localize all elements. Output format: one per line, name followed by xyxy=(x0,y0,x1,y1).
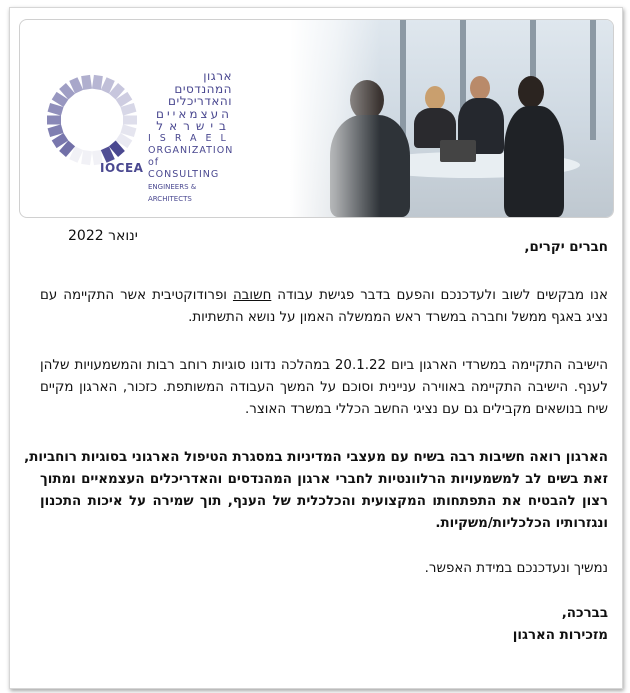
paragraph-text: נציג באגף ממשל וחברה במשרד ראש הממשלה האמון על נושא התשתיות. xyxy=(188,310,608,325)
signoff-text: בברכה, xyxy=(561,606,608,621)
logo-hebrew-line: והאדריכלים xyxy=(168,94,232,108)
signature-text: מזכירות הארגון xyxy=(512,628,608,643)
underlined-word: חשובה xyxy=(232,288,272,303)
logo-ring-icon xyxy=(42,70,142,174)
logo-english-line: ORGANIZATION xyxy=(148,144,234,156)
logo-ring-segment xyxy=(81,75,92,90)
paragraph-2 xyxy=(40,355,608,421)
logo-ring-segment xyxy=(92,75,103,90)
greeting xyxy=(40,237,608,259)
paragraph-text: לענף. הישיבה התקיימה באווירה עניינית וסוכם על המשך העבודה המשותפת. כזכור, הארגון מקיים xyxy=(40,380,608,395)
paragraph-text: הארגון רואה חשיבות רבה בשיח עם מעצבי המדיניות במסגרת הטיפול הארגוני בסוגיות רוחביות, xyxy=(24,450,608,465)
logo-hebrew-line: העצמאיים xyxy=(156,106,232,121)
paragraph-text: ופרודוקטיבית אשר התקיימה עם xyxy=(40,288,233,303)
logo-hebrew-line: בישראל xyxy=(156,119,232,133)
paragraph-1 xyxy=(40,285,608,329)
letter-date: ינואר 2022 xyxy=(68,228,138,244)
closing-text: נמשיך ונעדכנכם במידת האפשר. xyxy=(424,561,608,576)
paragraph-text: הישיבה התקיימה במשרדי הארגון ביום 20.1.22 במהלכה נדונו סוגיות רוחב רבות והמשמעויות שלהן xyxy=(40,358,608,373)
signature-block xyxy=(40,603,608,647)
logo-ring-segment xyxy=(123,116,137,125)
closing xyxy=(40,558,608,580)
paragraph-text: אנו מבקשים לשוב ולעדכנכם והפעם בדבר פגישת עבודה xyxy=(271,288,608,303)
header-banner xyxy=(19,19,614,218)
meeting-photo xyxy=(290,20,613,217)
logo-wordmark xyxy=(148,69,235,205)
logo-hebrew-line: ארגון המהנדסים xyxy=(174,69,232,96)
paragraph-text: רצון להבטיח את התפתחותו המקצועית והכלכלית של הענף, תוך שמירה על איכות התכנון xyxy=(40,494,608,509)
paragraph-text: שיח בנושאים מקבילים גם עם נציגי החשב הכללי במשרד האוצר. xyxy=(245,402,608,417)
paragraph-text: ונגזרותיו הכלכליות/משקיות. xyxy=(435,516,608,531)
logo-acronym: IOCEA xyxy=(100,161,144,175)
logo-english-line: of CONSULTING xyxy=(148,156,220,180)
logo-english-line: ISRAEL xyxy=(148,132,235,144)
paragraph-3 xyxy=(24,447,608,535)
greeting-text: חברים יקרים, xyxy=(524,240,608,255)
logo-ring-segment xyxy=(47,116,61,125)
logo-english-line: ENGINEERS & ARCHITECTS xyxy=(148,182,197,203)
logo-ring-segment xyxy=(81,150,92,165)
paragraph-text: זאת בשים לב למשמעויות הרלוונטיות לחברי ארגון המהנדסים והאדריכלים העצמאיים ומתוך xyxy=(40,472,608,487)
